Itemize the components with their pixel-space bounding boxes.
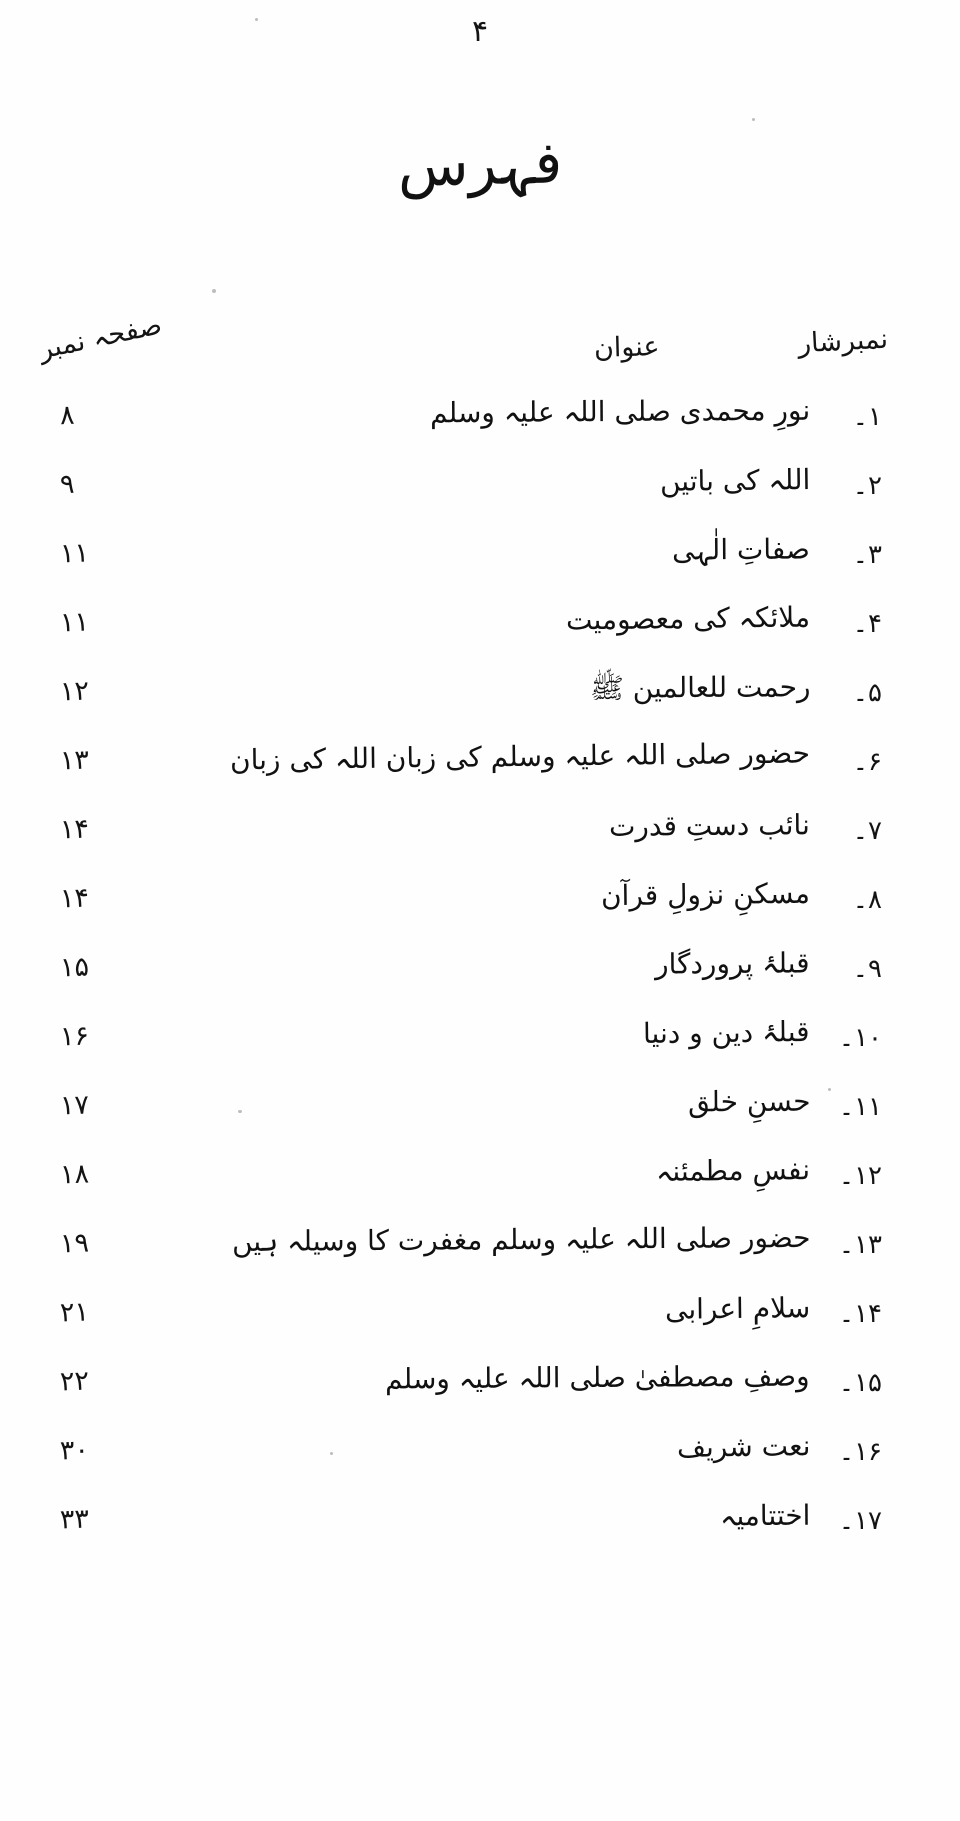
toc-page-number: ۱۷ [59, 1089, 90, 1122]
scan-speck [238, 1110, 242, 1113]
scan-speck [330, 1452, 333, 1455]
toc-row[interactable] [0, 938, 960, 1007]
toc-row[interactable] [0, 800, 960, 869]
toc-entry-label[interactable]: نعت شریف [676, 1429, 811, 1464]
scan-speck [828, 1088, 831, 1091]
toc-page-number: ۳۰ [59, 1434, 90, 1467]
toc-entry-label[interactable]: قبلۂ دین و دنیا [643, 1014, 811, 1051]
toc-row[interactable] [0, 1352, 960, 1421]
toc-page-number: ۸ [59, 399, 76, 432]
toc-page-number: ۱۳ [59, 744, 90, 777]
table-of-contents [0, 386, 960, 1559]
toc-serial-number: ۲۔ [852, 471, 882, 501]
toc-row[interactable] [0, 524, 960, 593]
table-headings [0, 309, 960, 382]
toc-page-number: ۲۲ [59, 1365, 90, 1398]
toc-page-number: ۱۹ [59, 1227, 90, 1260]
toc-serial-number: ۹۔ [852, 954, 882, 984]
toc-row[interactable] [0, 1490, 960, 1559]
toc-entry-label[interactable]: حضور صلی اللہ علیہ وسلم مغفرت کا وسیلہ ہیں [231, 1220, 811, 1259]
toc-page-number: ۹ [59, 468, 76, 501]
page-title: فہرس [397, 128, 563, 200]
toc-entry-label[interactable]: حضور صلی اللہ علیہ وسلم کی زبان اللہ کی زبان [229, 736, 811, 777]
toc-row[interactable] [0, 869, 960, 938]
toc-entry-label[interactable]: نورِ محمدی صلی اللہ علیہ وسلم [429, 393, 811, 430]
toc-entry-label[interactable]: ملائکہ کی معصومیت [565, 600, 811, 637]
scan-speck [255, 18, 258, 21]
toc-serial-number: ۱۴۔ [838, 1299, 882, 1329]
toc-entry-label[interactable]: وصفِ مصطفیٰ صلی اللہ علیہ وسلم [385, 1359, 811, 1396]
toc-page-number: ۱۴ [59, 813, 90, 846]
toc-serial-number: ۱۱۔ [838, 1092, 882, 1122]
toc-page-number: ۱۴ [59, 882, 90, 915]
toc-page-number: ۲۱ [59, 1296, 90, 1329]
toc-serial-number: ۱۔ [852, 402, 882, 432]
toc-serial-number: ۳۔ [852, 540, 882, 570]
toc-serial-number: ۱۳۔ [838, 1230, 882, 1260]
toc-entry-label[interactable]: رحمت للعالمین ﷺ [589, 670, 811, 705]
toc-entry-label[interactable]: اختتامیہ [719, 1498, 811, 1533]
heading-serial-number: نمبرشار [797, 323, 889, 360]
toc-page-number: ۳۳ [59, 1503, 90, 1536]
toc-row[interactable] [0, 386, 960, 455]
heading-page-number: صفحہ نمبر [36, 309, 165, 366]
toc-entry-label[interactable]: نائب دستِ قدرت [609, 808, 811, 843]
scan-speck [752, 118, 755, 121]
toc-serial-number: ۱۷۔ [838, 1506, 882, 1536]
toc-page-number: ۱۸ [59, 1158, 90, 1191]
toc-serial-number: ۱۶۔ [838, 1437, 882, 1467]
toc-serial-number: ۴۔ [852, 609, 882, 639]
toc-page-number: ۱۲ [59, 675, 90, 708]
toc-entry-label[interactable]: سلامِ اعرابی [664, 1291, 811, 1326]
toc-page-number: ۱۱ [59, 537, 90, 570]
toc-serial-number: ۶۔ [852, 747, 882, 777]
toc-row[interactable] [0, 731, 960, 800]
toc-serial-number: ۱۵۔ [838, 1368, 882, 1398]
page-number: ۴ [471, 14, 489, 49]
toc-serial-number: ۷۔ [852, 816, 882, 846]
toc-row[interactable] [0, 593, 960, 662]
scan-speck [212, 289, 216, 293]
toc-entry-label[interactable]: حسنِ خلق [687, 1084, 811, 1119]
toc-page-number: ۱۱ [59, 606, 90, 639]
toc-entry-label[interactable]: قبلۂ پروردگار [655, 946, 811, 981]
toc-page-number: ۱۶ [59, 1020, 90, 1053]
toc-entry-label[interactable]: نفسِ مطمئنہ [655, 1153, 811, 1188]
toc-serial-number: ۸۔ [852, 885, 882, 915]
heading-title: عنوان [594, 331, 661, 364]
toc-serial-number: ۵۔ [852, 678, 882, 708]
toc-row[interactable] [0, 1214, 960, 1283]
toc-row[interactable] [0, 662, 960, 731]
toc-row[interactable] [0, 1145, 960, 1214]
toc-entry-label[interactable]: صفاتِ الٰہی [672, 532, 811, 567]
toc-row[interactable] [0, 1421, 960, 1490]
toc-page-number: ۱۵ [59, 951, 90, 984]
toc-row[interactable] [0, 1007, 960, 1076]
toc-serial-number: ۱۰۔ [838, 1023, 882, 1053]
toc-row[interactable] [0, 1283, 960, 1352]
toc-row[interactable] [0, 455, 960, 524]
toc-entry-label[interactable]: مسکنِ نزولِ قرآن [600, 876, 811, 913]
toc-row[interactable] [0, 1076, 960, 1145]
toc-serial-number: ۱۲۔ [838, 1161, 882, 1191]
toc-entry-label[interactable]: اللہ کی باتیں [659, 463, 811, 498]
